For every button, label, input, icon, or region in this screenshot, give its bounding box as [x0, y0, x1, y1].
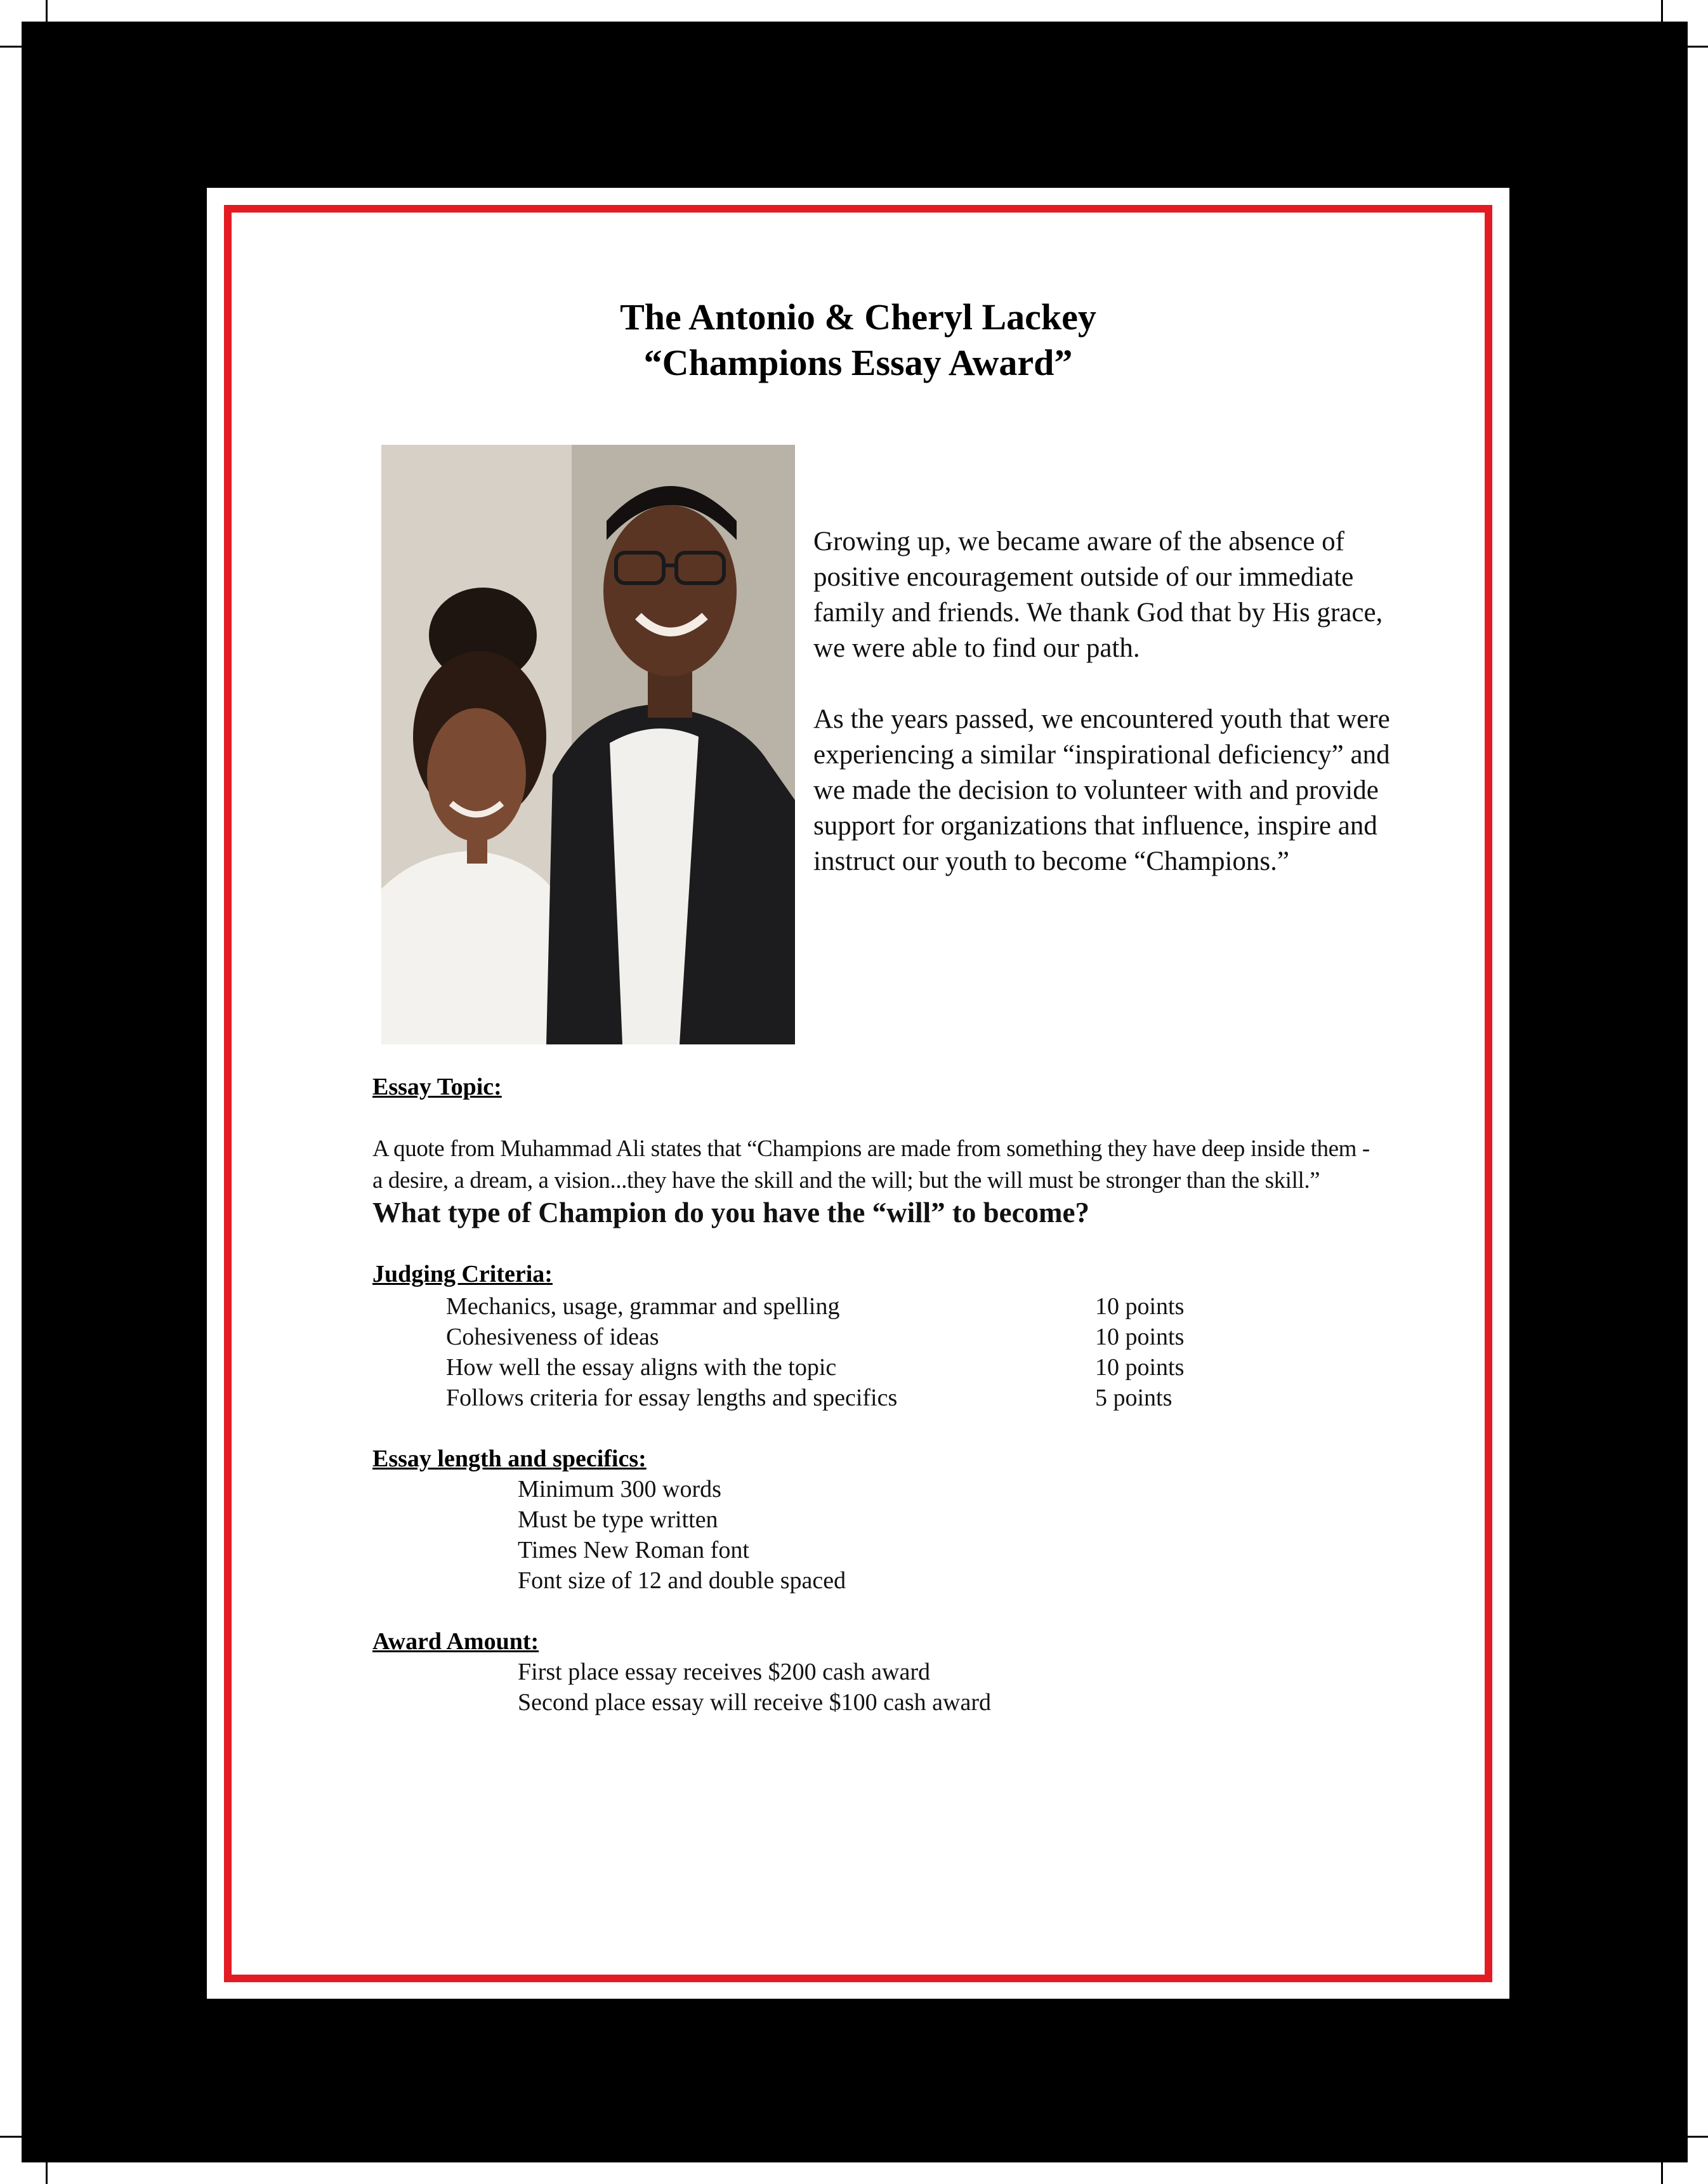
- criterion-points: 10 points: [1095, 1324, 1185, 1350]
- specifics-item: Must be type written: [518, 1506, 718, 1533]
- specifics-item: Minimum 300 words: [518, 1476, 721, 1503]
- title-line-2: “Champions Essay Award”: [643, 342, 1073, 383]
- specifics-item: Times New Roman font: [518, 1537, 749, 1563]
- criterion-points: 10 points: [1095, 1354, 1185, 1381]
- criterion-label: How well the essay aligns with the topic: [446, 1354, 837, 1381]
- criterion-label: Follows criteria for essay lengths and specifics: [446, 1385, 898, 1411]
- intro-paragraph-2: As the years passed, we encountered youth that were experiencing a similar “inspirational deficiency” and we made the decision to volunteer with and provide support for organizations that influence, inspire and instruct our youth to become “Champions.”: [813, 704, 1390, 876]
- crop-mark: [46, 0, 48, 22]
- essay-topic-quote: [372, 1133, 1375, 1231]
- crop-mark: [1686, 46, 1708, 48]
- crop-mark: [1661, 0, 1663, 22]
- quote-text: A quote from Muhammad Ali states that “Champions are made from something they have deep inside them - a desire, a dream, a vision...they have the skill and the will; but the will must be stronger than the skill.”: [372, 1136, 1370, 1194]
- award-item: Second place essay will receive $100 cash award: [518, 1689, 991, 1716]
- essay-question: What type of Champion do you have the “will” to become?: [372, 1197, 1090, 1228]
- crop-mark: [0, 46, 22, 48]
- criterion-points: 5 points: [1095, 1385, 1173, 1411]
- essay-topic-heading: Essay Topic:: [372, 1074, 502, 1100]
- judging-criteria-heading: Judging Criteria:: [372, 1261, 553, 1287]
- criterion-points: 10 points: [1095, 1293, 1185, 1320]
- title-line-1: The Antonio & Cheryl Lackey: [620, 296, 1096, 338]
- crop-mark: [0, 2136, 22, 2138]
- specifics-item: Font size of 12 and double spaced: [518, 1567, 846, 1594]
- intro-paragraph-1: Growing up, we became aware of the absence of positive encouragement outside of our immediate family and friends. We thank God that by His grace, we were able to find our path.: [813, 527, 1383, 663]
- essay-specifics-heading: Essay length and specifics:: [372, 1445, 647, 1472]
- couple-photo: [381, 445, 795, 1044]
- criterion-label: Cohesiveness of ideas: [446, 1324, 659, 1350]
- criterion-label: Mechanics, usage, grammar and spelling: [446, 1293, 840, 1320]
- award-amount-heading: Award Amount:: [372, 1628, 539, 1655]
- crop-mark: [46, 2162, 48, 2184]
- crop-mark: [1661, 2162, 1663, 2184]
- crop-mark: [1686, 2136, 1708, 2138]
- award-item: First place essay receives $200 cash award: [518, 1659, 930, 1685]
- intro-text: [813, 524, 1416, 915]
